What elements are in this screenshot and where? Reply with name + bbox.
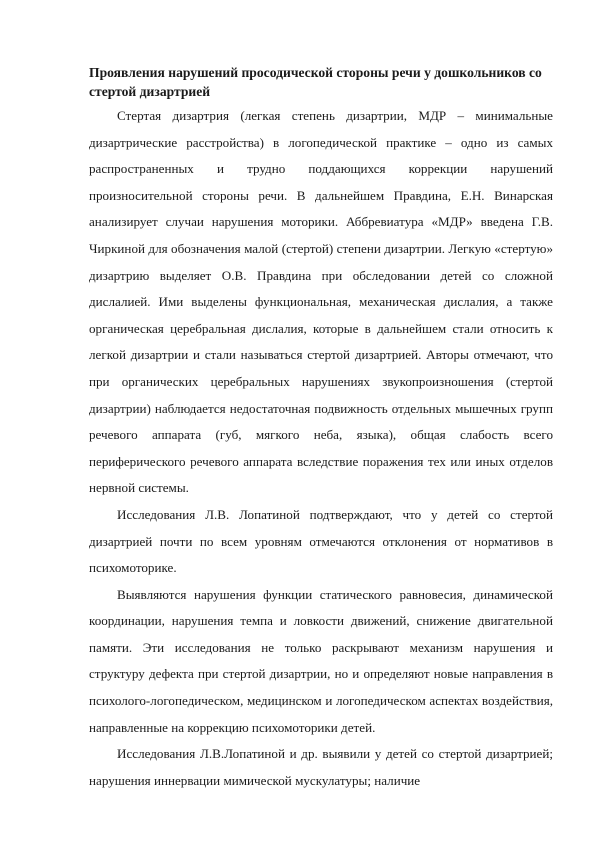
document-body bbox=[89, 103, 553, 794]
paragraph-motor-impairments: Выявляются нарушения функции статического равновесия, динамической координации, нарушения темпа и ловкости движений, снижение двигательной памяти. Эти исследования не только раскрывают механизм нарушения и структуру дефекта при стертой дизартрии, но и определяют новые направления в психолого-логопедическом, медицинском и логопедическом аспектах воздействия, направленные на коррекцию психомоторики детей. bbox=[89, 586, 553, 735]
paragraph-erased-dysarthria-definition: Стертая дизартрия (легкая степень дизартрии, МДР – минимальные дизартрические расстройства) в логопедической практике – одно из самых распространенных и трудно поддающихся коррекции нарушений произносительной стороны речи. В дальнейшем Правдина, Е.Н. Винарская анализирует случаи нарушения моторики. Аббревиатура «МДР» введена Г.В. Чиркиной для обозначения малой (стертой) степени дизартрии. Легкую «стертую» дизартрию выделяет О.В. Правдина при обследовании детей со сложной дислалией. Ими выделены функциональная, механическая дислалия, а также органическая церебральная дислалия, которые в дальнейшем стали относить к легкой дизартрии и стали называться стертой дизартрией. Авторы отмечают, что при органических церебральных нарушениях звукопроизношения (стертой дизартрии) наблюдается недостаточная подвижность отдельных мышечных групп речевого аппарата (губ, мягкого неба, языка), общая слабость всего периферического речевого аппарата вследствие поражения тех или иных отделов нервной системы. bbox=[89, 108, 553, 496]
document-title: Проявления нарушений просодической стороны речи у дошкольников со стертой дизартрией bbox=[89, 65, 542, 99]
paragraph-lopatina-findings: Исследования Л.В.Лопатиной и др. выявили у детей со стертой дизартрией; нарушения иннервации мимической мускулатуры; наличие bbox=[89, 746, 553, 788]
paragraph-lopatina-psychomotor: Исследования Л.В. Лопатиной подтверждают, что у детей со стертой дизартрией почти по всем уровням отмечаются отклонения от нормативов в психомоторике. bbox=[89, 506, 553, 576]
